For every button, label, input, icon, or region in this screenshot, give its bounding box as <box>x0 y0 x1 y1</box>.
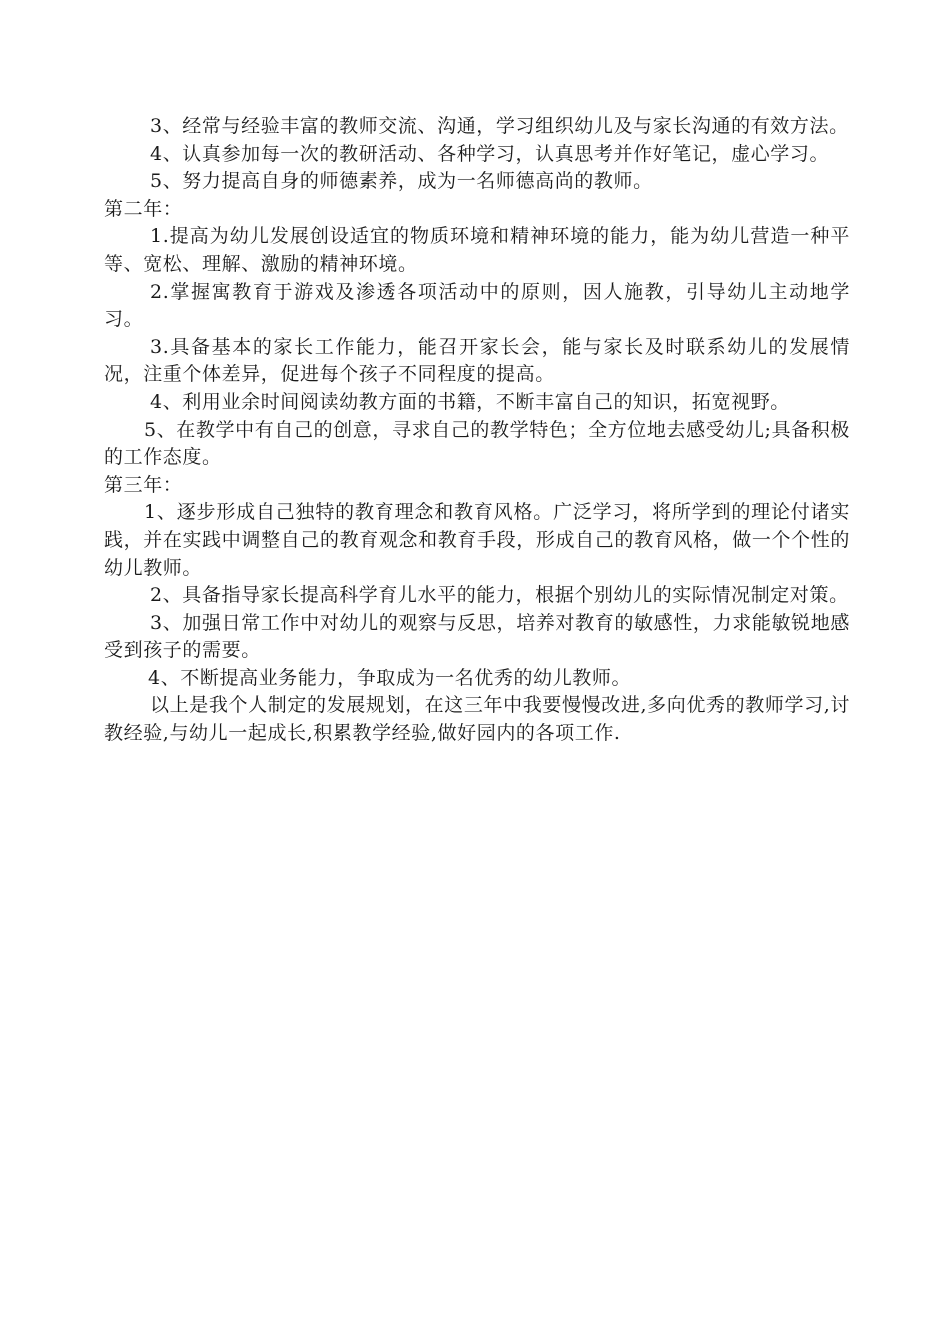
paragraph-conclusion: 以上是我个人制定的发展规划，在这三年中我要慢慢改进,多向优秀的教师学习,讨教经验,与幼儿一起成长,积累教学经验,做好园内的各项工作. <box>104 694 850 745</box>
document-body <box>104 113 850 748</box>
paragraph-year3-item4: 4、不断提高业务能力，争取成为一名优秀的幼儿教师。 <box>148 666 632 689</box>
paragraph-year2-item3: 3.具备基本的家长工作能力，能召开家长会，能与家长及时联系幼儿的发展情况，注重个体差异，促进每个孩子不同程度的提高。 <box>104 335 850 386</box>
paragraph-year2-item4: 4、利用业余时间阅读幼教方面的书籍，不断丰富自己的知识，拓宽视野。 <box>150 390 790 413</box>
paragraph-year2-item2: 2.掌握寓教育于游戏及渗透各项活动中的原则，因人施教，引导幼儿主动地学习。 <box>104 280 850 331</box>
paragraph-year1-item3: 3、经常与经验丰富的教师交流、沟通，学习组织幼儿及与家长沟通的有效方法。 <box>150 115 849 137</box>
paragraph-year3-item3: 3、加强日常工作中对幼儿的观察与反思，培养对教育的敏感性，力求能敏锐地感受到孩子的需要。 <box>104 611 850 662</box>
paragraph-year2-item5: 5、在教学中有自己的创意，寻求自己的教学特色；全方位地去感受幼儿;具备积极的工作态度。 <box>104 418 850 469</box>
paragraph-year3-item2: 2、具备指导家长提高科学育儿水平的能力，根据个别幼儿的实际情况制定对策。 <box>150 584 849 607</box>
paragraph-year1-item4: 4、认真参加每一次的教研活动、各种学习，认真思考并作好笔记，虚心学习。 <box>150 142 830 165</box>
section-heading-year2: 第二年： <box>104 197 183 220</box>
paragraph-year1-item5: 5、努力提高自身的师德素养，成为一名师德高尚的教师。 <box>150 170 653 193</box>
section-heading-year3: 第三年： <box>104 473 183 496</box>
paragraph-year2-item1: 1.提高为幼儿发展创设适宜的物质环境和精神环境的能力，能为幼儿营造一种平等、宽松、理解、激励的精神环境。 <box>104 225 850 275</box>
paragraph-year3-item1: 1、逐步形成自己独特的教育理念和教育风格。广泛学习，将所学到的理论付诸实践，并在实践中调整自己的教育观念和教育手段，形成自己的教育风格，做一个个性的幼儿教师。 <box>104 501 850 579</box>
